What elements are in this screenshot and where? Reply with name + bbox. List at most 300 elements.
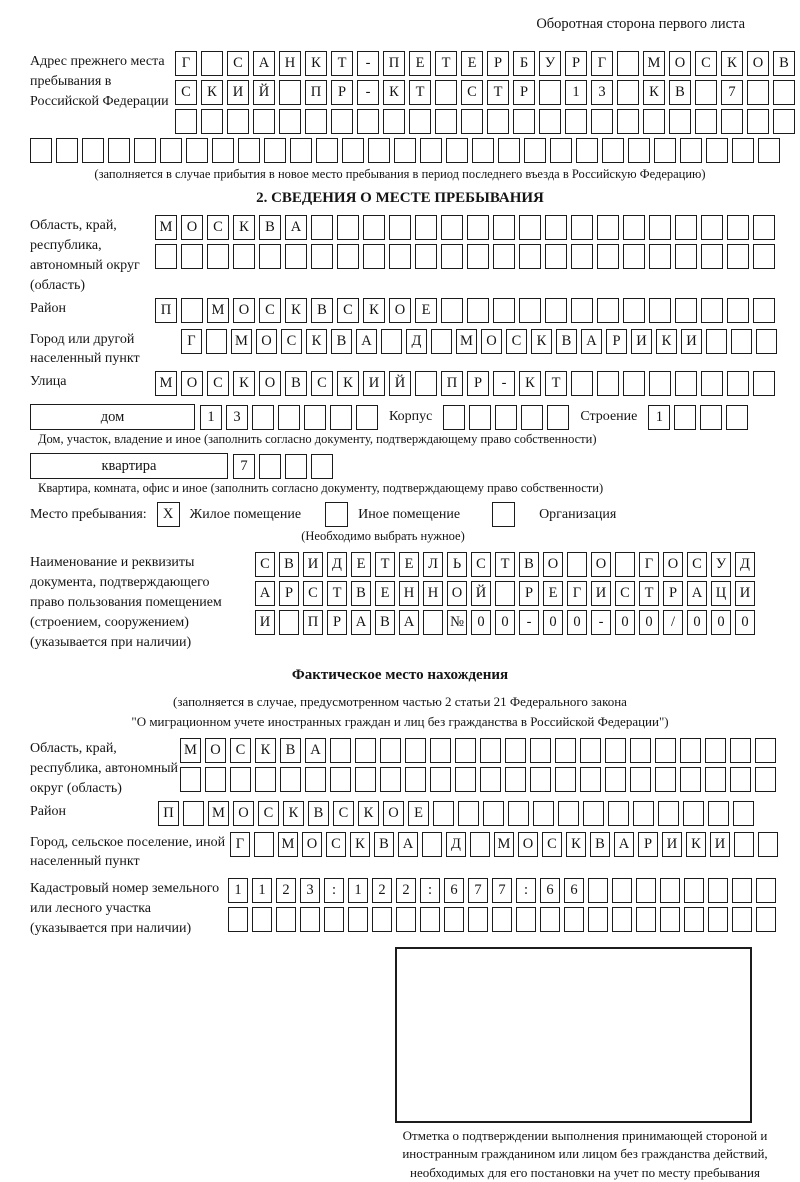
char-box[interactable] — [519, 298, 541, 323]
char-box[interactable] — [649, 298, 671, 323]
char-box[interactable]: Е — [399, 552, 419, 577]
char-box[interactable]: Т — [327, 581, 347, 606]
char-box[interactable]: О — [233, 801, 254, 826]
char-box[interactable] — [669, 109, 691, 134]
char-box[interactable]: 0 — [567, 610, 587, 635]
char-box[interactable]: В — [374, 832, 394, 857]
char-box[interactable]: К — [350, 832, 370, 857]
char-box[interactable]: О — [518, 832, 538, 857]
char-box[interactable]: У — [539, 51, 561, 76]
char-box[interactable]: Т — [409, 80, 431, 105]
char-box[interactable] — [773, 80, 795, 105]
char-box[interactable]: Л — [423, 552, 443, 577]
char-box[interactable] — [623, 371, 645, 396]
char-box[interactable] — [290, 138, 312, 163]
char-box[interactable]: С — [281, 329, 302, 354]
char-box[interactable] — [180, 767, 201, 792]
char-box[interactable]: 7 — [233, 454, 255, 479]
char-box[interactable]: - — [357, 80, 379, 105]
char-box[interactable]: С — [461, 80, 483, 105]
char-box[interactable] — [597, 298, 619, 323]
char-box[interactable] — [181, 244, 203, 269]
char-box[interactable] — [726, 405, 748, 430]
char-box[interactable] — [207, 244, 229, 269]
char-box[interactable]: К — [721, 51, 743, 76]
char-box[interactable]: Й — [471, 581, 491, 606]
char-box[interactable] — [608, 801, 629, 826]
char-box[interactable]: 6 — [444, 878, 464, 903]
char-box[interactable]: Т — [331, 51, 353, 76]
char-box[interactable] — [285, 454, 307, 479]
char-box[interactable] — [753, 215, 775, 240]
char-box[interactable]: Г — [230, 832, 250, 857]
char-box[interactable] — [467, 215, 489, 240]
char-box[interactable]: К — [383, 80, 405, 105]
char-box[interactable] — [435, 109, 457, 134]
char-box[interactable]: К — [233, 371, 255, 396]
char-box[interactable]: А — [351, 610, 371, 635]
char-box[interactable] — [205, 767, 226, 792]
char-box[interactable] — [654, 138, 676, 163]
char-box[interactable]: Ь — [447, 552, 467, 577]
char-box[interactable]: С — [326, 832, 346, 857]
char-box[interactable]: Р — [606, 329, 627, 354]
char-box[interactable] — [56, 138, 78, 163]
char-box[interactable] — [311, 454, 333, 479]
char-box[interactable] — [227, 109, 249, 134]
char-box[interactable] — [259, 454, 281, 479]
char-box[interactable] — [415, 215, 437, 240]
char-box[interactable]: Д — [406, 329, 427, 354]
char-box[interactable] — [721, 109, 743, 134]
char-box[interactable] — [396, 907, 416, 932]
char-box[interactable] — [530, 767, 551, 792]
char-box[interactable]: Р — [467, 371, 489, 396]
char-box[interactable] — [363, 244, 385, 269]
char-box[interactable]: Е — [543, 581, 563, 606]
char-box[interactable] — [183, 801, 204, 826]
char-box[interactable] — [636, 878, 656, 903]
char-box[interactable] — [458, 801, 479, 826]
char-box[interactable]: С — [311, 371, 333, 396]
char-box[interactable]: С — [337, 298, 359, 323]
char-box[interactable]: Р — [519, 581, 539, 606]
char-box[interactable]: 1 — [228, 878, 248, 903]
char-box[interactable] — [730, 738, 751, 763]
char-box[interactable] — [734, 832, 754, 857]
char-box[interactable]: / — [663, 610, 683, 635]
char-box[interactable]: 6 — [540, 878, 560, 903]
char-box[interactable] — [547, 405, 569, 430]
char-box[interactable] — [756, 329, 777, 354]
char-box[interactable] — [472, 138, 494, 163]
char-box[interactable] — [705, 738, 726, 763]
char-box[interactable]: Р — [663, 581, 683, 606]
char-box[interactable] — [493, 215, 515, 240]
char-box[interactable] — [201, 51, 223, 76]
char-box[interactable] — [564, 907, 584, 932]
char-box[interactable] — [727, 244, 749, 269]
char-box[interactable]: Е — [375, 581, 395, 606]
char-box[interactable] — [753, 244, 775, 269]
char-box[interactable]: 2 — [372, 878, 392, 903]
char-box[interactable] — [252, 907, 272, 932]
char-box[interactable] — [649, 244, 671, 269]
char-box[interactable] — [530, 738, 551, 763]
char-box[interactable]: М — [643, 51, 665, 76]
char-box[interactable]: И — [591, 581, 611, 606]
char-box[interactable] — [337, 215, 359, 240]
char-box[interactable] — [533, 801, 554, 826]
char-box[interactable] — [655, 767, 676, 792]
char-box[interactable] — [683, 801, 704, 826]
char-box[interactable]: 7 — [468, 878, 488, 903]
char-box[interactable] — [701, 298, 723, 323]
char-box[interactable] — [330, 405, 352, 430]
char-box[interactable]: Б — [513, 51, 535, 76]
char-box[interactable]: - — [591, 610, 611, 635]
char-box[interactable]: В — [259, 215, 281, 240]
char-box[interactable]: 0 — [495, 610, 515, 635]
char-box[interactable]: О — [256, 329, 277, 354]
char-box[interactable] — [483, 801, 504, 826]
char-box[interactable]: В — [308, 801, 329, 826]
char-box[interactable]: Е — [408, 801, 429, 826]
char-box[interactable]: С — [175, 80, 197, 105]
char-box[interactable] — [773, 109, 795, 134]
char-box[interactable] — [348, 907, 368, 932]
char-box[interactable]: В — [351, 581, 371, 606]
char-box[interactable]: - — [519, 610, 539, 635]
char-box[interactable] — [389, 215, 411, 240]
char-box[interactable] — [630, 738, 651, 763]
char-box[interactable]: А — [253, 51, 275, 76]
char-box[interactable]: С — [471, 552, 491, 577]
char-box[interactable]: 1 — [648, 405, 670, 430]
char-box[interactable] — [623, 298, 645, 323]
char-box[interactable] — [675, 215, 697, 240]
char-box[interactable]: М — [207, 298, 229, 323]
char-box[interactable] — [758, 138, 780, 163]
char-box[interactable] — [615, 552, 635, 577]
char-box[interactable]: М — [208, 801, 229, 826]
char-box[interactable]: 0 — [639, 610, 659, 635]
char-box[interactable]: К — [233, 215, 255, 240]
char-box[interactable] — [628, 138, 650, 163]
char-box[interactable] — [680, 767, 701, 792]
char-box[interactable] — [617, 80, 639, 105]
char-box[interactable] — [175, 109, 197, 134]
char-box[interactable]: Г — [567, 581, 587, 606]
char-box[interactable]: Й — [389, 371, 411, 396]
char-box[interactable] — [186, 138, 208, 163]
char-box[interactable]: В — [279, 552, 299, 577]
char-box[interactable] — [331, 109, 353, 134]
char-box[interactable]: В — [590, 832, 610, 857]
char-box[interactable] — [555, 738, 576, 763]
char-box[interactable]: И — [631, 329, 652, 354]
char-box[interactable]: П — [305, 80, 327, 105]
char-box[interactable]: М — [180, 738, 201, 763]
char-box[interactable] — [591, 109, 613, 134]
char-box[interactable] — [513, 109, 535, 134]
char-box[interactable]: И — [681, 329, 702, 354]
char-box[interactable] — [701, 371, 723, 396]
char-box[interactable] — [276, 907, 296, 932]
char-box[interactable] — [409, 109, 431, 134]
char-box[interactable] — [558, 801, 579, 826]
char-box[interactable] — [480, 767, 501, 792]
char-box[interactable] — [580, 738, 601, 763]
char-box[interactable]: 1 — [252, 878, 272, 903]
char-box[interactable] — [731, 329, 752, 354]
char-box[interactable]: У — [711, 552, 731, 577]
char-box[interactable] — [708, 801, 729, 826]
char-box[interactable] — [441, 215, 463, 240]
char-box[interactable]: 7 — [721, 80, 743, 105]
char-box[interactable] — [660, 907, 680, 932]
char-box[interactable] — [732, 138, 754, 163]
char-box[interactable] — [470, 832, 490, 857]
char-box[interactable]: С — [695, 51, 717, 76]
char-box[interactable] — [363, 215, 385, 240]
char-box[interactable] — [623, 244, 645, 269]
char-box[interactable] — [255, 767, 276, 792]
char-box[interactable] — [259, 244, 281, 269]
char-box[interactable] — [155, 244, 177, 269]
char-box[interactable] — [567, 552, 587, 577]
char-box[interactable] — [495, 581, 515, 606]
char-box[interactable] — [684, 907, 704, 932]
char-box[interactable]: Р — [487, 51, 509, 76]
char-box[interactable] — [605, 738, 626, 763]
char-box[interactable]: В — [280, 738, 301, 763]
char-box[interactable]: С — [207, 215, 229, 240]
char-box[interactable] — [433, 801, 454, 826]
char-box[interactable] — [423, 610, 443, 635]
char-box[interactable] — [415, 371, 437, 396]
char-box[interactable]: Г — [175, 51, 197, 76]
char-box[interactable] — [435, 80, 457, 105]
char-box[interactable] — [597, 371, 619, 396]
char-box[interactable]: А — [305, 738, 326, 763]
char-box[interactable] — [422, 832, 442, 857]
char-box[interactable]: А — [285, 215, 307, 240]
char-box[interactable] — [493, 298, 515, 323]
char-box[interactable] — [706, 329, 727, 354]
char-box[interactable]: М — [155, 371, 177, 396]
char-box[interactable]: Р — [513, 80, 535, 105]
char-box[interactable] — [368, 138, 390, 163]
char-box[interactable] — [701, 215, 723, 240]
char-box[interactable]: М — [494, 832, 514, 857]
char-box[interactable]: 6 — [564, 878, 584, 903]
char-box[interactable] — [516, 907, 536, 932]
char-box[interactable] — [82, 138, 104, 163]
char-box[interactable]: В — [556, 329, 577, 354]
char-box[interactable]: В — [285, 371, 307, 396]
char-box[interactable] — [505, 738, 526, 763]
char-box[interactable]: Г — [181, 329, 202, 354]
char-box[interactable]: П — [158, 801, 179, 826]
char-box[interactable] — [519, 244, 541, 269]
char-box[interactable] — [732, 907, 752, 932]
char-box[interactable] — [380, 767, 401, 792]
char-box[interactable] — [612, 907, 632, 932]
char-box[interactable]: С — [687, 552, 707, 577]
char-box[interactable] — [495, 405, 517, 430]
char-box[interactable]: К — [686, 832, 706, 857]
char-box[interactable] — [238, 138, 260, 163]
char-box[interactable] — [708, 907, 728, 932]
char-box[interactable] — [316, 138, 338, 163]
char-box[interactable]: О — [669, 51, 691, 76]
char-box[interactable] — [571, 371, 593, 396]
char-box[interactable] — [430, 767, 451, 792]
char-box[interactable] — [545, 244, 567, 269]
char-box[interactable]: С — [255, 552, 275, 577]
char-box[interactable] — [540, 907, 560, 932]
char-box[interactable] — [597, 215, 619, 240]
char-box[interactable]: Т — [545, 371, 567, 396]
char-box[interactable] — [612, 878, 632, 903]
char-box[interactable]: Е — [409, 51, 431, 76]
char-box[interactable]: И — [735, 581, 755, 606]
char-box[interactable] — [521, 405, 543, 430]
checkbox-organizaciya[interactable] — [492, 502, 515, 527]
char-box[interactable]: 2 — [276, 878, 296, 903]
char-box[interactable] — [623, 215, 645, 240]
char-box[interactable] — [252, 405, 274, 430]
char-box[interactable]: К — [643, 80, 665, 105]
char-box[interactable]: : — [516, 878, 536, 903]
char-box[interactable] — [356, 405, 378, 430]
char-box[interactable]: Ц — [711, 581, 731, 606]
checkbox-inoe[interactable] — [325, 502, 348, 527]
char-box[interactable] — [355, 767, 376, 792]
char-box[interactable]: - — [493, 371, 515, 396]
char-box[interactable] — [658, 801, 679, 826]
char-box[interactable] — [228, 907, 248, 932]
char-box[interactable] — [134, 138, 156, 163]
char-box[interactable] — [680, 738, 701, 763]
char-box[interactable] — [602, 138, 624, 163]
char-box[interactable] — [695, 109, 717, 134]
char-box[interactable] — [330, 767, 351, 792]
char-box[interactable] — [337, 244, 359, 269]
char-box[interactable]: Т — [639, 581, 659, 606]
char-box[interactable] — [655, 738, 676, 763]
char-box[interactable] — [753, 371, 775, 396]
char-box[interactable] — [675, 244, 697, 269]
char-box[interactable] — [30, 138, 52, 163]
char-box[interactable]: С — [230, 738, 251, 763]
char-box[interactable] — [285, 244, 307, 269]
char-box[interactable]: В — [375, 610, 395, 635]
char-box[interactable]: И — [363, 371, 385, 396]
char-box[interactable] — [675, 371, 697, 396]
char-box[interactable] — [279, 80, 301, 105]
char-box[interactable]: С — [615, 581, 635, 606]
char-box[interactable]: К — [566, 832, 586, 857]
char-box[interactable]: И — [662, 832, 682, 857]
char-box[interactable] — [539, 109, 561, 134]
char-box[interactable] — [508, 801, 529, 826]
char-box[interactable] — [706, 138, 728, 163]
char-box[interactable] — [643, 109, 665, 134]
char-box[interactable] — [675, 298, 697, 323]
char-box[interactable] — [680, 138, 702, 163]
char-box[interactable]: В — [773, 51, 795, 76]
char-box[interactable]: А — [687, 581, 707, 606]
char-box[interactable] — [649, 371, 671, 396]
char-box[interactable]: 0 — [711, 610, 731, 635]
char-box[interactable] — [576, 138, 598, 163]
char-box[interactable] — [493, 244, 515, 269]
char-box[interactable]: Т — [495, 552, 515, 577]
char-box[interactable]: В — [331, 329, 352, 354]
char-box[interactable]: П — [155, 298, 177, 323]
char-box[interactable] — [305, 109, 327, 134]
char-box[interactable]: Е — [415, 298, 437, 323]
char-box[interactable] — [469, 405, 491, 430]
char-box[interactable]: Т — [375, 552, 395, 577]
char-box[interactable]: К — [305, 51, 327, 76]
char-box[interactable] — [630, 767, 651, 792]
char-box[interactable]: Р — [279, 581, 299, 606]
char-box[interactable] — [279, 610, 299, 635]
char-box[interactable]: Е — [461, 51, 483, 76]
char-box[interactable]: С — [542, 832, 562, 857]
char-box[interactable] — [617, 51, 639, 76]
char-box[interactable] — [264, 138, 286, 163]
char-box[interactable] — [383, 109, 405, 134]
char-box[interactable]: 3 — [300, 878, 320, 903]
char-box[interactable] — [446, 138, 468, 163]
char-box[interactable]: Р — [327, 610, 347, 635]
char-box[interactable] — [636, 907, 656, 932]
char-box[interactable]: Д — [327, 552, 347, 577]
char-box[interactable] — [571, 298, 593, 323]
char-box[interactable]: О — [205, 738, 226, 763]
char-box[interactable] — [233, 244, 255, 269]
char-box[interactable] — [300, 907, 320, 932]
char-box[interactable] — [420, 907, 440, 932]
char-box[interactable]: С — [227, 51, 249, 76]
char-box[interactable]: Н — [399, 581, 419, 606]
char-box[interactable]: Н — [423, 581, 443, 606]
char-box[interactable]: Г — [591, 51, 613, 76]
char-box[interactable] — [649, 215, 671, 240]
char-box[interactable]: С — [258, 801, 279, 826]
char-box[interactable] — [357, 109, 379, 134]
char-box[interactable]: О — [481, 329, 502, 354]
char-box[interactable] — [555, 767, 576, 792]
char-box[interactable] — [727, 298, 749, 323]
char-box[interactable]: П — [383, 51, 405, 76]
char-box[interactable]: К — [285, 298, 307, 323]
char-box[interactable]: С — [333, 801, 354, 826]
char-box[interactable]: В — [519, 552, 539, 577]
char-box[interactable] — [181, 298, 203, 323]
char-box[interactable] — [311, 215, 333, 240]
char-box[interactable]: 2 — [396, 878, 416, 903]
char-box[interactable] — [455, 738, 476, 763]
char-box[interactable] — [467, 298, 489, 323]
char-box[interactable]: 7 — [492, 878, 512, 903]
char-box[interactable] — [583, 801, 604, 826]
char-box[interactable] — [212, 138, 234, 163]
